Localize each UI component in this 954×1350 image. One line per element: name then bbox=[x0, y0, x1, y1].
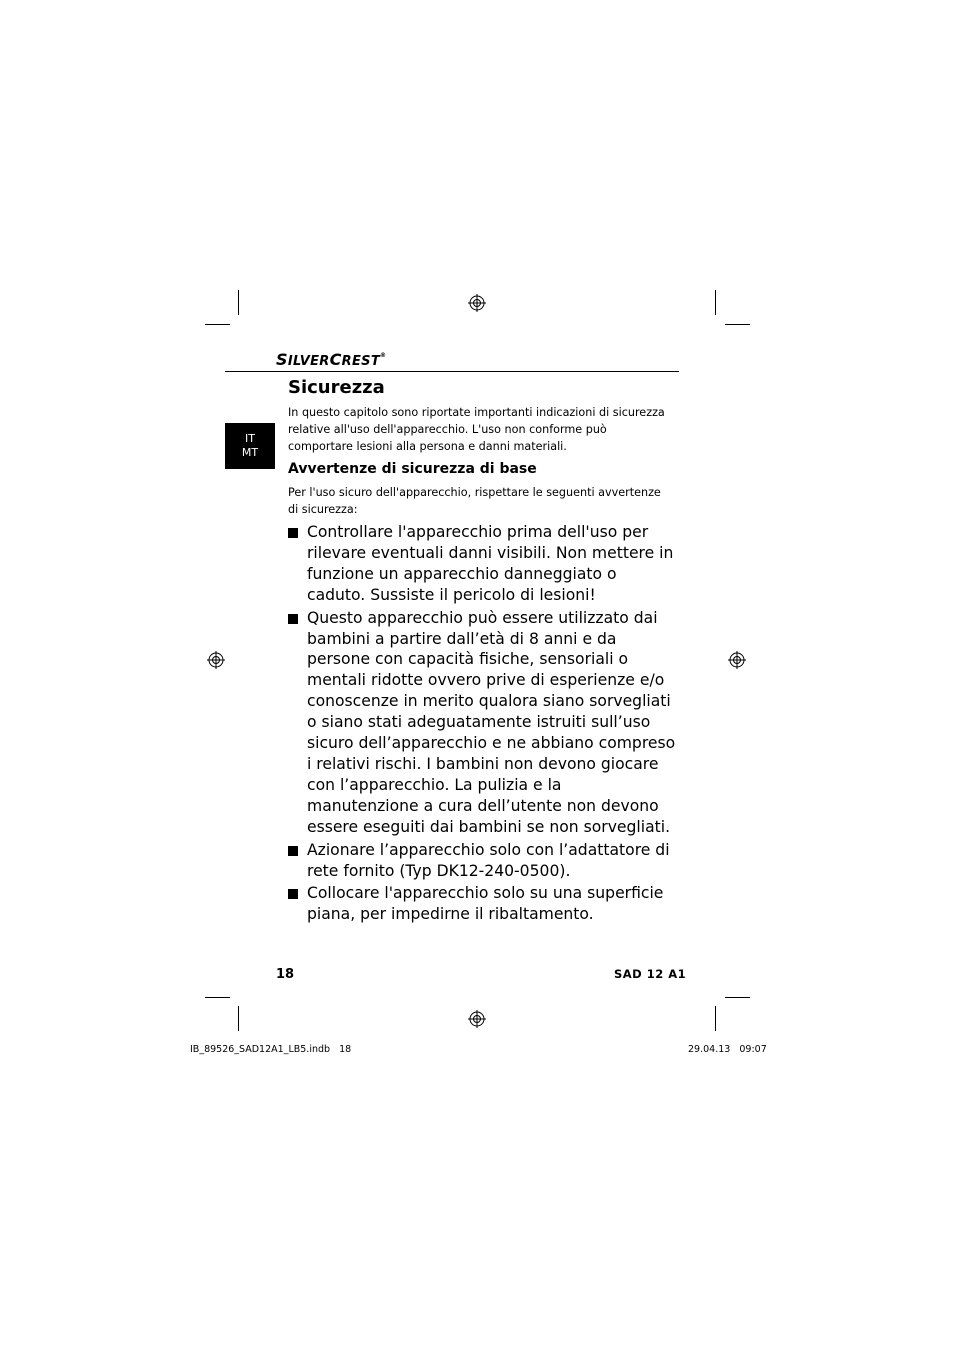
square-bullet-icon bbox=[288, 889, 298, 899]
crop-mark-top-left-vertical bbox=[238, 290, 239, 315]
crop-mark-bottom-right-vertical bbox=[715, 1006, 716, 1031]
crop-mark-top-left-horizontal bbox=[205, 324, 230, 325]
language-code-it: IT bbox=[245, 432, 255, 445]
registration-mark-icon bbox=[468, 294, 486, 312]
square-bullet-icon bbox=[288, 846, 298, 856]
page-number: 18 bbox=[276, 967, 295, 982]
crop-mark-bottom-left-vertical bbox=[238, 1006, 239, 1031]
list-item: Collocare l'apparecchio solo su una superficie piana, per impedirne il ribaltamento. bbox=[288, 883, 678, 925]
crop-mark-top-right-horizontal bbox=[725, 324, 750, 325]
subsection-title: Avvertenze di sicurezza di base bbox=[288, 461, 537, 477]
language-tab bbox=[225, 423, 275, 469]
header-rule bbox=[225, 371, 679, 372]
square-bullet-icon bbox=[288, 614, 298, 624]
language-code-mt: MT bbox=[241, 446, 259, 459]
list-item: Questo apparecchio può essere utilizzato dai bambini a partire dall’età di 8 anni e da persone con capacità fisiche, sensoriali o mentali ridotte ovvero prive di esperienze e/o conoscenze in merito qualora siano sorvegliati o siano stati adeguatamente istruiti sull’uso sicuro dell’apparecchio e ne abbiano compreso i relativi rischi. I bambini non devono giocare con l’apparecchio. La pulizia e la manutenzione a cura dell’utente non devono essere eseguiti dai bambini se non sorvegliati. bbox=[288, 608, 678, 838]
print-slug-datetime: 29.04.13 09:07 bbox=[688, 1044, 767, 1055]
list-item: Azionare l’apparecchio solo con l’adattatore di rete fornito (Typ DK12-240-0500). bbox=[288, 840, 678, 882]
crop-mark-bottom-right-horizontal bbox=[725, 997, 750, 998]
crop-mark-top-right-vertical bbox=[715, 290, 716, 315]
section-title: Sicurezza bbox=[288, 377, 385, 398]
print-slug-file: IB_89526_SAD12A1_LB5.indb 18 bbox=[190, 1044, 352, 1055]
section-intro: In questo capitolo sono riportate importanti indicazioni di sicurezza relative all'uso dell'apparecchio. L'uso non conforme può comportare lesioni alla persona e danni materiali. bbox=[288, 406, 665, 453]
list-item: Controllare l'apparecchio prima dell'uso per rilevare eventuali danni visibili. Non mettere in funzione un apparecchio danneggiato o caduto. Sussiste il pericolo di lesioni! bbox=[288, 522, 678, 606]
safety-list bbox=[288, 522, 678, 927]
brand-logo: SILVERCREST® bbox=[276, 350, 387, 369]
registration-mark-icon bbox=[728, 651, 746, 669]
square-bullet-icon bbox=[288, 528, 298, 538]
registration-mark-icon bbox=[468, 1010, 486, 1028]
crop-mark-bottom-left-horizontal bbox=[205, 997, 230, 998]
subsection-lead: Per l'uso sicuro dell'apparecchio, rispettare le seguenti avvertenze di sicurezza: bbox=[288, 486, 661, 516]
registration-mark-icon bbox=[207, 651, 225, 669]
model-number: SAD 12 A1 bbox=[614, 967, 687, 981]
